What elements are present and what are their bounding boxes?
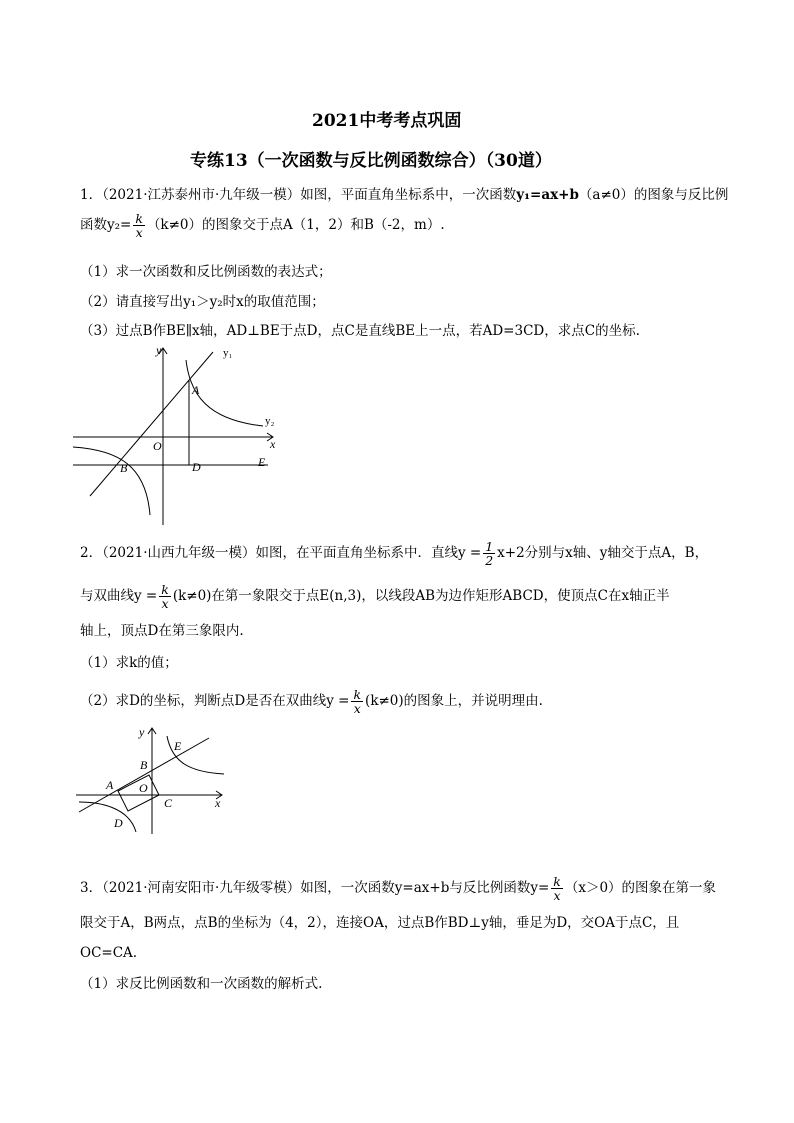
q2-frac1-numerator: 1 bbox=[485, 539, 494, 554]
q1-label-y2: y₂ bbox=[265, 415, 275, 427]
q1-stem-b: （a≠0）的图象与反比例 bbox=[578, 187, 729, 203]
q2-fraction-1 bbox=[483, 540, 495, 567]
q2-fraction-2 bbox=[159, 583, 171, 610]
q2-label-C: C bbox=[164, 796, 173, 810]
q2-hyperbola-branch-2 bbox=[79, 802, 136, 832]
q1-label-B: B bbox=[120, 461, 128, 475]
q2-frac2-denominator: x bbox=[161, 596, 169, 611]
q3-stem-a: 3．（2021·河南安阳市·九年级零模）如图，一次函数y=ax+b与反比例函数y= bbox=[80, 880, 550, 896]
q1-label-A: A bbox=[192, 383, 200, 397]
q2-frac1-denominator: 2 bbox=[485, 553, 494, 568]
q1-stem-d: （k≠0）的图象交于点A（1，2）和B（-2，m）. bbox=[146, 217, 445, 233]
q1-label-y: y bbox=[156, 343, 162, 357]
q3-line-2: 限交于A，B两点，点B的坐标为（4，2），连接OA，过点B作BD⊥y轴，垂足为D，交OA于点C，且 bbox=[80, 915, 680, 931]
q2-label-D: D bbox=[114, 816, 123, 830]
q1-fraction bbox=[133, 212, 145, 239]
q3-stem-b: （x＞0）的图象在第一象 bbox=[564, 880, 717, 896]
q2-label-O: O bbox=[139, 781, 148, 795]
q1-stem-a: 1．（2021·江苏泰州市·九年级一模）如图，平面直角坐标系中，一次函数 bbox=[80, 187, 517, 203]
page-title: 2021中考考点巩固 bbox=[312, 111, 462, 131]
q3-part-1: （1）求反比例函数和一次函数的解析式. bbox=[80, 976, 323, 992]
q2-label-A: A bbox=[106, 778, 114, 792]
q3-frac-numerator: k bbox=[553, 874, 561, 889]
q1-line-2 bbox=[80, 212, 445, 239]
q2-line-AB bbox=[79, 738, 209, 812]
q3-frac-denominator: x bbox=[553, 888, 561, 903]
q2-fraction-3 bbox=[351, 688, 363, 715]
q1-line-1 bbox=[80, 186, 728, 204]
q1-part-3: （3）过点B作BE∥x轴，AD⊥BE于点D，点C是直线BE上一点，若AD=3CD，求点C的坐标. bbox=[80, 323, 640, 339]
q1-frac-numerator: k bbox=[135, 211, 143, 226]
q2-stem-c: 与双曲线y = bbox=[80, 588, 158, 604]
q1-label-E: E bbox=[258, 455, 266, 469]
page-subtitle: 专练13（一次函数与反比例函数综合）（30道） bbox=[190, 151, 552, 171]
q1-y1-expression: y₁=ax+b bbox=[516, 187, 579, 203]
q2-figure bbox=[74, 722, 229, 837]
q3-line-1 bbox=[80, 875, 716, 902]
q2-label-B: B bbox=[140, 758, 148, 772]
q2-line-2 bbox=[80, 583, 670, 610]
q2-part2-a: （2）求D的坐标，判断点D是否在双曲线y = bbox=[80, 693, 350, 709]
q2-stem-d: (k≠0)在第一象限交于点E(n,3)，以线段AB为边作矩形ABCD，使顶点C在x轴正半 bbox=[172, 588, 670, 604]
q1-label-O: O bbox=[153, 439, 162, 453]
q2-part2-b: (k≠0)的图象上，并说明理由. bbox=[365, 693, 543, 709]
q2-frac3-numerator: k bbox=[353, 687, 362, 702]
q1-stem-c: 函数y₂= bbox=[80, 217, 132, 233]
q1-label-y1: y₁ bbox=[223, 347, 233, 359]
q1-figure bbox=[68, 340, 288, 530]
q1-line-y1 bbox=[90, 352, 213, 496]
q2-line-3: 轴上，顶点D在第三象限内. bbox=[80, 623, 244, 639]
q2-stem-b: x+2分别与x轴、y轴交于点A，B， bbox=[497, 545, 709, 561]
q2-frac2-numerator: k bbox=[161, 582, 169, 597]
q1-part-1: （1）求一次函数和反比例函数的表达式； bbox=[80, 264, 332, 280]
q3-line-3: OC=CA. bbox=[80, 945, 138, 961]
q2-line-1 bbox=[80, 540, 708, 567]
q2-label-E: E bbox=[174, 739, 182, 753]
q1-label-D: D bbox=[192, 460, 201, 474]
q1-hyperbola-branch-2 bbox=[73, 447, 150, 515]
q2-label-y: y bbox=[139, 725, 145, 739]
q2-part-1: （1）求k的值； bbox=[80, 655, 178, 671]
q2-frac3-denominator: x bbox=[353, 701, 361, 716]
q1-label-x: x bbox=[270, 437, 276, 451]
q2-stem-a: 2．（2021·山西九年级一模）如图，在平面直角坐标系中．直线y = bbox=[80, 545, 482, 561]
q1-frac-denominator: x bbox=[135, 225, 143, 240]
q1-part-2: （2）请直接写出y₁＞y₂时x的取值范围； bbox=[80, 294, 325, 310]
q2-label-x: x bbox=[215, 796, 221, 810]
q3-fraction bbox=[551, 875, 563, 902]
q2-part-2 bbox=[80, 688, 543, 715]
